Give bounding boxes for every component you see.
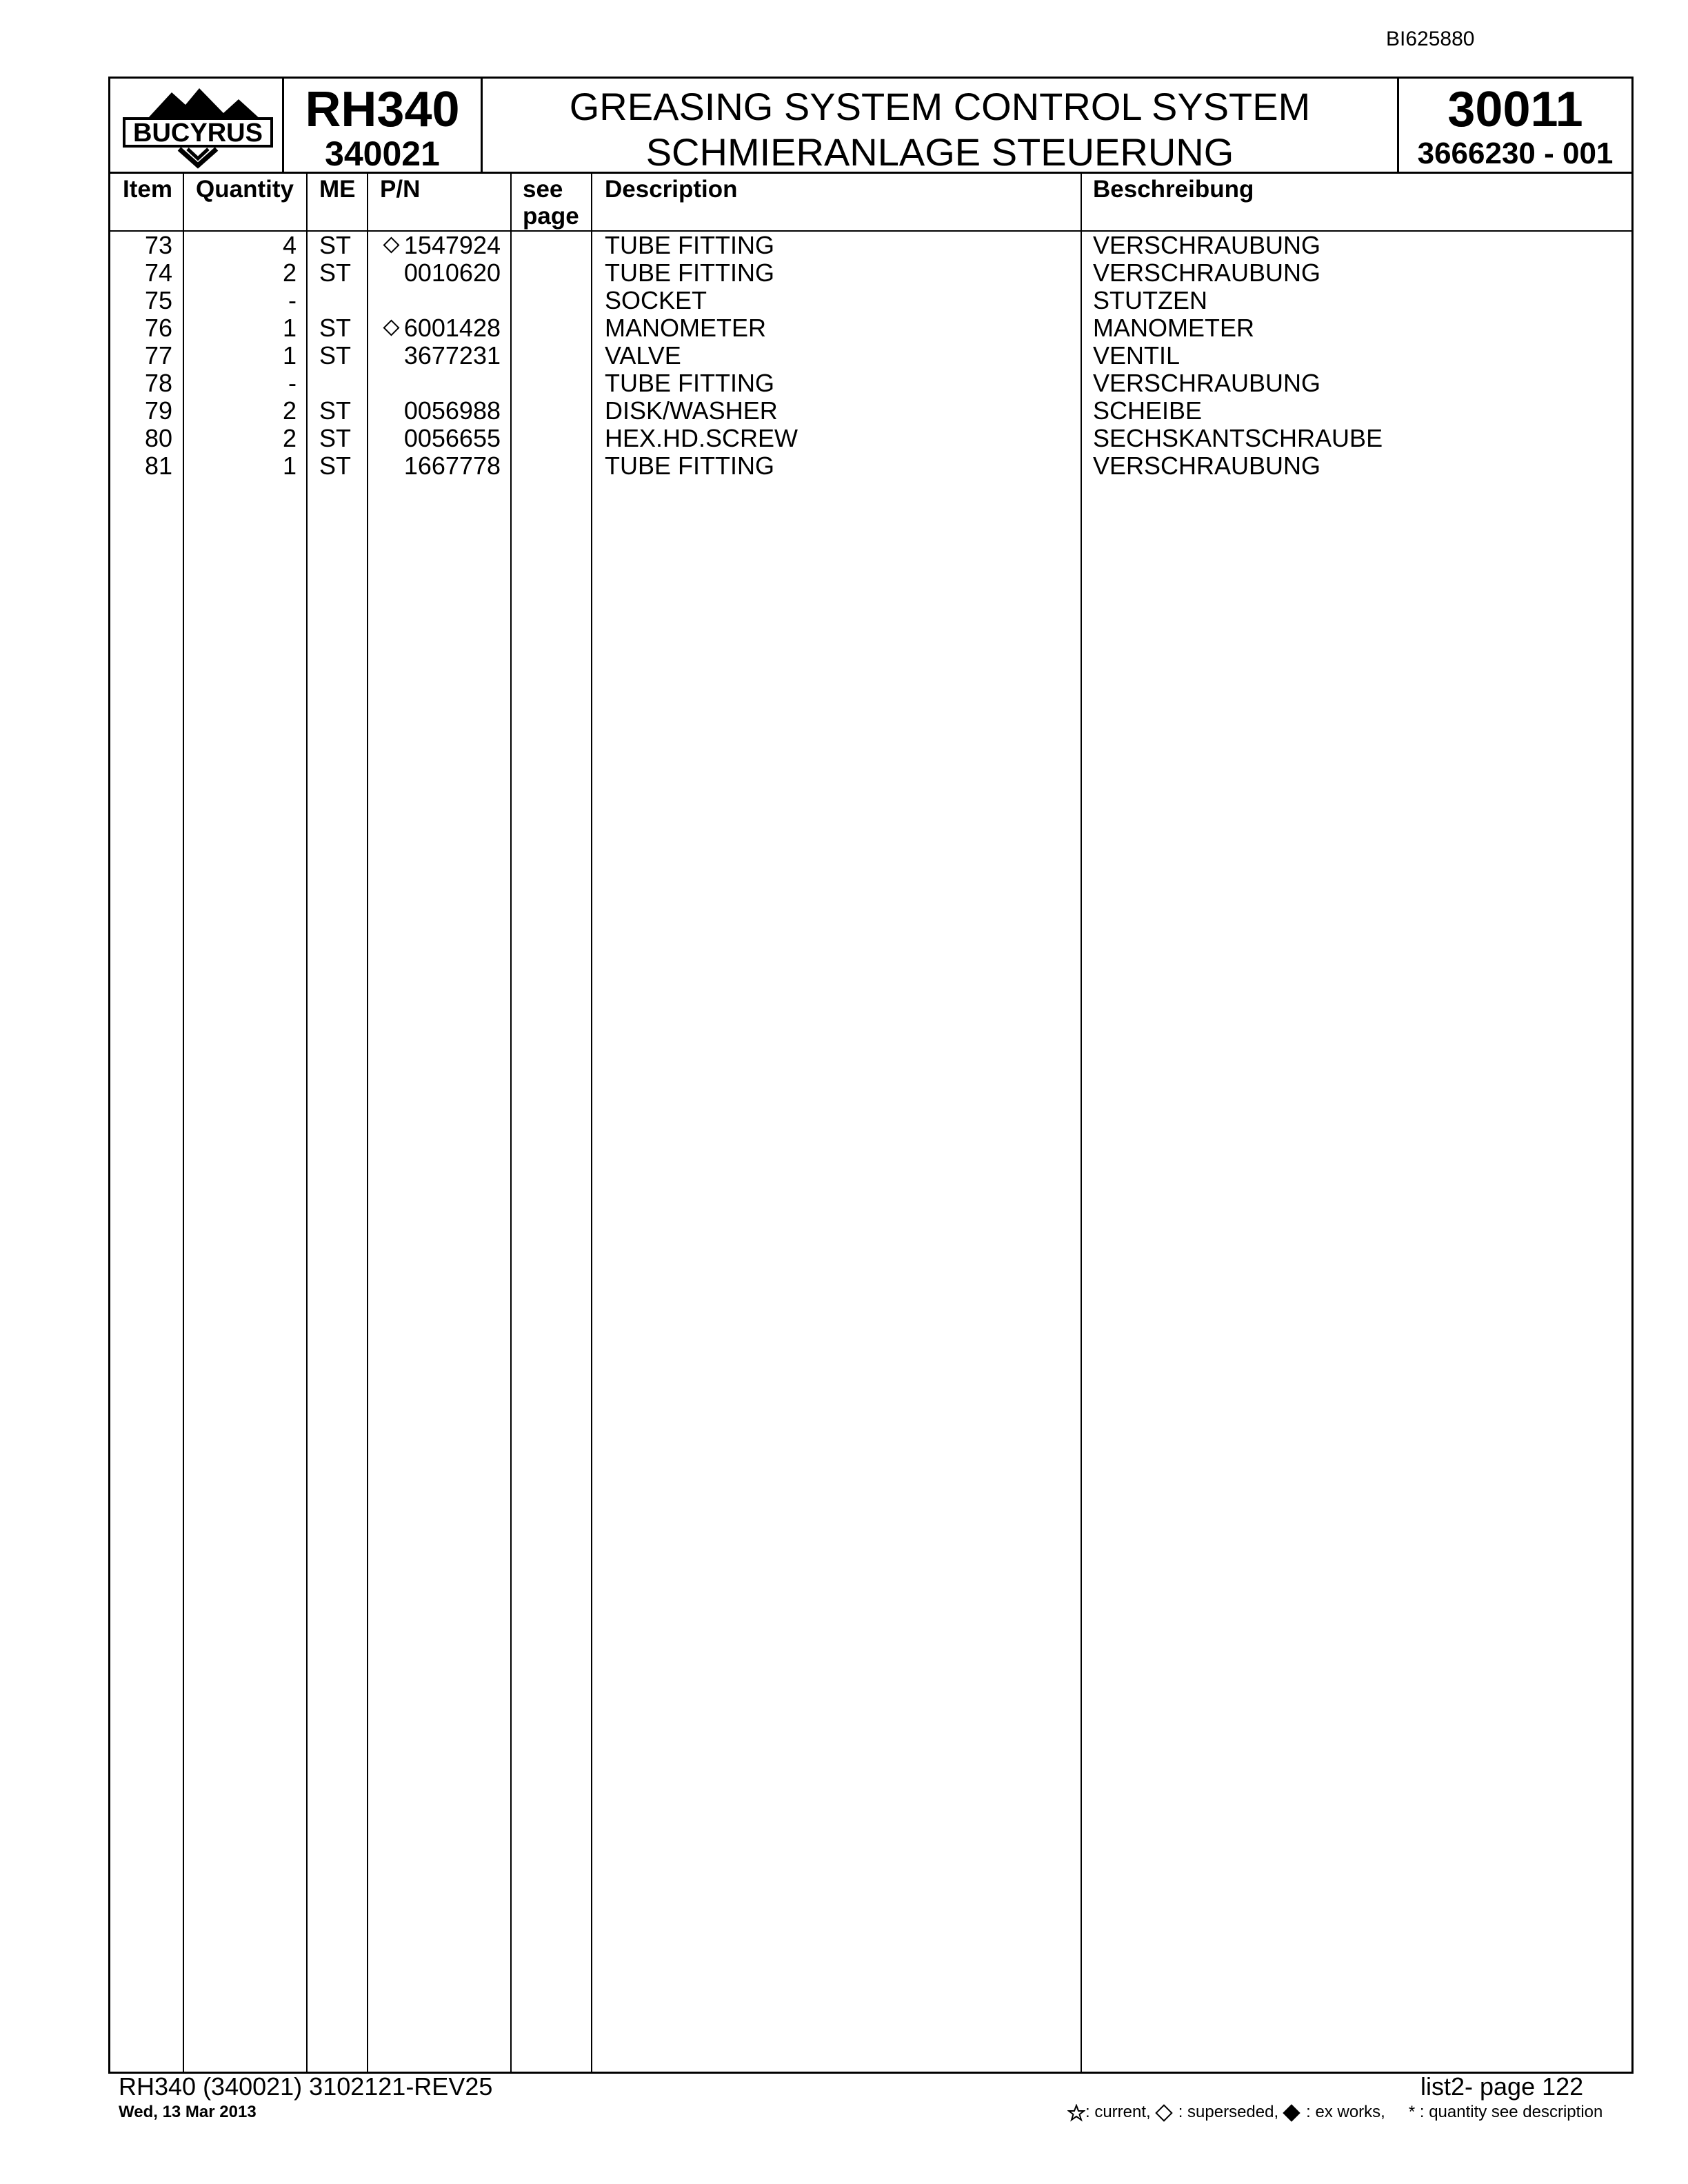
row-item: 75: [144, 286, 172, 314]
row-part-number: 0056655: [403, 424, 501, 452]
row-part-number: 1667778: [403, 452, 501, 480]
row-quantity: 1: [282, 341, 297, 370]
row-quantity: 2: [282, 259, 297, 287]
row-me: ST: [319, 452, 352, 480]
row-description: TUBE FITTING: [605, 369, 774, 397]
row-item: 77: [144, 341, 172, 370]
row-beschreibung: VENTIL: [1093, 341, 1180, 370]
column-header-item: Item: [123, 176, 172, 203]
row-part-number: 0056988: [403, 396, 501, 425]
row-me: ST: [319, 259, 352, 287]
column-divider: [183, 174, 184, 2072]
model-cell: [284, 79, 483, 172]
row-me: ST: [319, 314, 352, 342]
column-header-description: Description: [605, 176, 738, 203]
row-beschreibung: VERSCHRAUBUNG: [1093, 452, 1321, 480]
column-divider: [367, 174, 368, 2072]
header-block: [108, 77, 1634, 174]
row-item: 74: [144, 259, 172, 287]
row-me: ST: [319, 396, 352, 425]
row-description: DISK/WASHER: [605, 396, 778, 425]
column-header-beschreibung: Beschreibung: [1093, 176, 1254, 203]
footer-date: Wed, 13 Mar 2013: [119, 2103, 257, 2121]
logo-cell: [110, 79, 284, 172]
column-divider: [591, 174, 592, 2072]
title-german: SCHMIERANLAGE STEUERUNG: [645, 130, 1234, 174]
row-quantity: 1: [282, 452, 297, 480]
column-header-see: see: [523, 176, 563, 203]
row-quantity: 2: [282, 396, 297, 425]
footer-page-number: list2- page 122: [1420, 2072, 1584, 2101]
row-beschreibung: SECHSKANTSCHRAUBE: [1093, 424, 1383, 452]
row-part-number: 0010620: [403, 259, 501, 287]
row-me: ST: [319, 231, 352, 259]
row-description: HEX.HD.SCREW: [605, 424, 798, 452]
model-name: RH340: [305, 82, 460, 137]
solid-diamond-icon: [1283, 2104, 1300, 2121]
parts-table: [108, 174, 1634, 2074]
row-beschreibung: VERSCHRAUBUNG: [1093, 231, 1321, 259]
row-beschreibung: MANOMETER: [1093, 314, 1254, 342]
legend-quantity: * : quantity see description: [1408, 2103, 1603, 2121]
row-beschreibung: STUTZEN: [1093, 286, 1207, 314]
row-beschreibung: VERSCHRAUBUNG: [1093, 259, 1321, 287]
superseded-diamond-icon: [383, 236, 399, 253]
column-header-page: page: [523, 203, 579, 230]
row-description: TUBE FITTING: [605, 259, 774, 287]
legend-ex-works: : ex works,: [1306, 2103, 1385, 2121]
row-description: TUBE FITTING: [605, 452, 774, 480]
row-quantity: -: [288, 286, 297, 314]
superseded-diamond-icon: [383, 319, 399, 336]
row-item: 76: [144, 314, 172, 342]
row-item: 79: [144, 396, 172, 425]
logo-wordmark: BUCYRUS: [133, 119, 263, 148]
legend-current: : current,: [1085, 2103, 1151, 2121]
row-quantity: 4: [282, 231, 297, 259]
title-english: GREASING SYSTEM CONTROL SYSTEM: [569, 85, 1311, 128]
row-part-number: 1547924: [372, 232, 501, 259]
row-description: TUBE FITTING: [605, 231, 774, 259]
column-header-quantity: Quantity: [196, 176, 294, 203]
row-quantity: -: [288, 369, 297, 397]
legend: [1067, 2103, 1602, 2122]
column-header-me: ME: [319, 176, 356, 203]
row-description: SOCKET: [605, 286, 707, 314]
column-header-pn: P/N: [380, 176, 421, 203]
model-number: 340021: [325, 134, 440, 173]
star-icon: [1067, 2104, 1085, 2122]
column-divider: [510, 174, 512, 2072]
title-cell: [483, 79, 1399, 172]
legend-superseded: : superseded,: [1178, 2103, 1279, 2121]
row-item: 78: [144, 369, 172, 397]
group-number: 30011: [1447, 82, 1583, 137]
row-description: MANOMETER: [605, 314, 766, 342]
row-quantity: 2: [282, 424, 297, 452]
column-divider: [1081, 174, 1082, 2072]
row-beschreibung: SCHEIBE: [1093, 396, 1203, 425]
document-id: BI625880: [1386, 28, 1475, 50]
row-description: VALVE: [605, 341, 681, 370]
column-divider: [306, 174, 308, 2072]
row-item: 81: [144, 452, 172, 480]
bucyrus-logo: [120, 84, 276, 170]
row-item: 73: [144, 231, 172, 259]
footer-reference: RH340 (340021) 3102121-REV25: [119, 2072, 493, 2101]
row-beschreibung: VERSCHRAUBUNG: [1093, 369, 1321, 397]
row-item: 80: [144, 424, 172, 452]
row-me: ST: [319, 424, 352, 452]
row-part-number: 3677231: [403, 341, 501, 370]
row-me: ST: [319, 341, 352, 370]
row-quantity: 1: [282, 314, 297, 342]
row-part-number: 6001428: [372, 314, 501, 342]
drawing-number: 3666230 - 001: [1417, 136, 1614, 170]
group-cell: [1399, 79, 1631, 172]
hollow-diamond-icon: [1155, 2104, 1172, 2121]
